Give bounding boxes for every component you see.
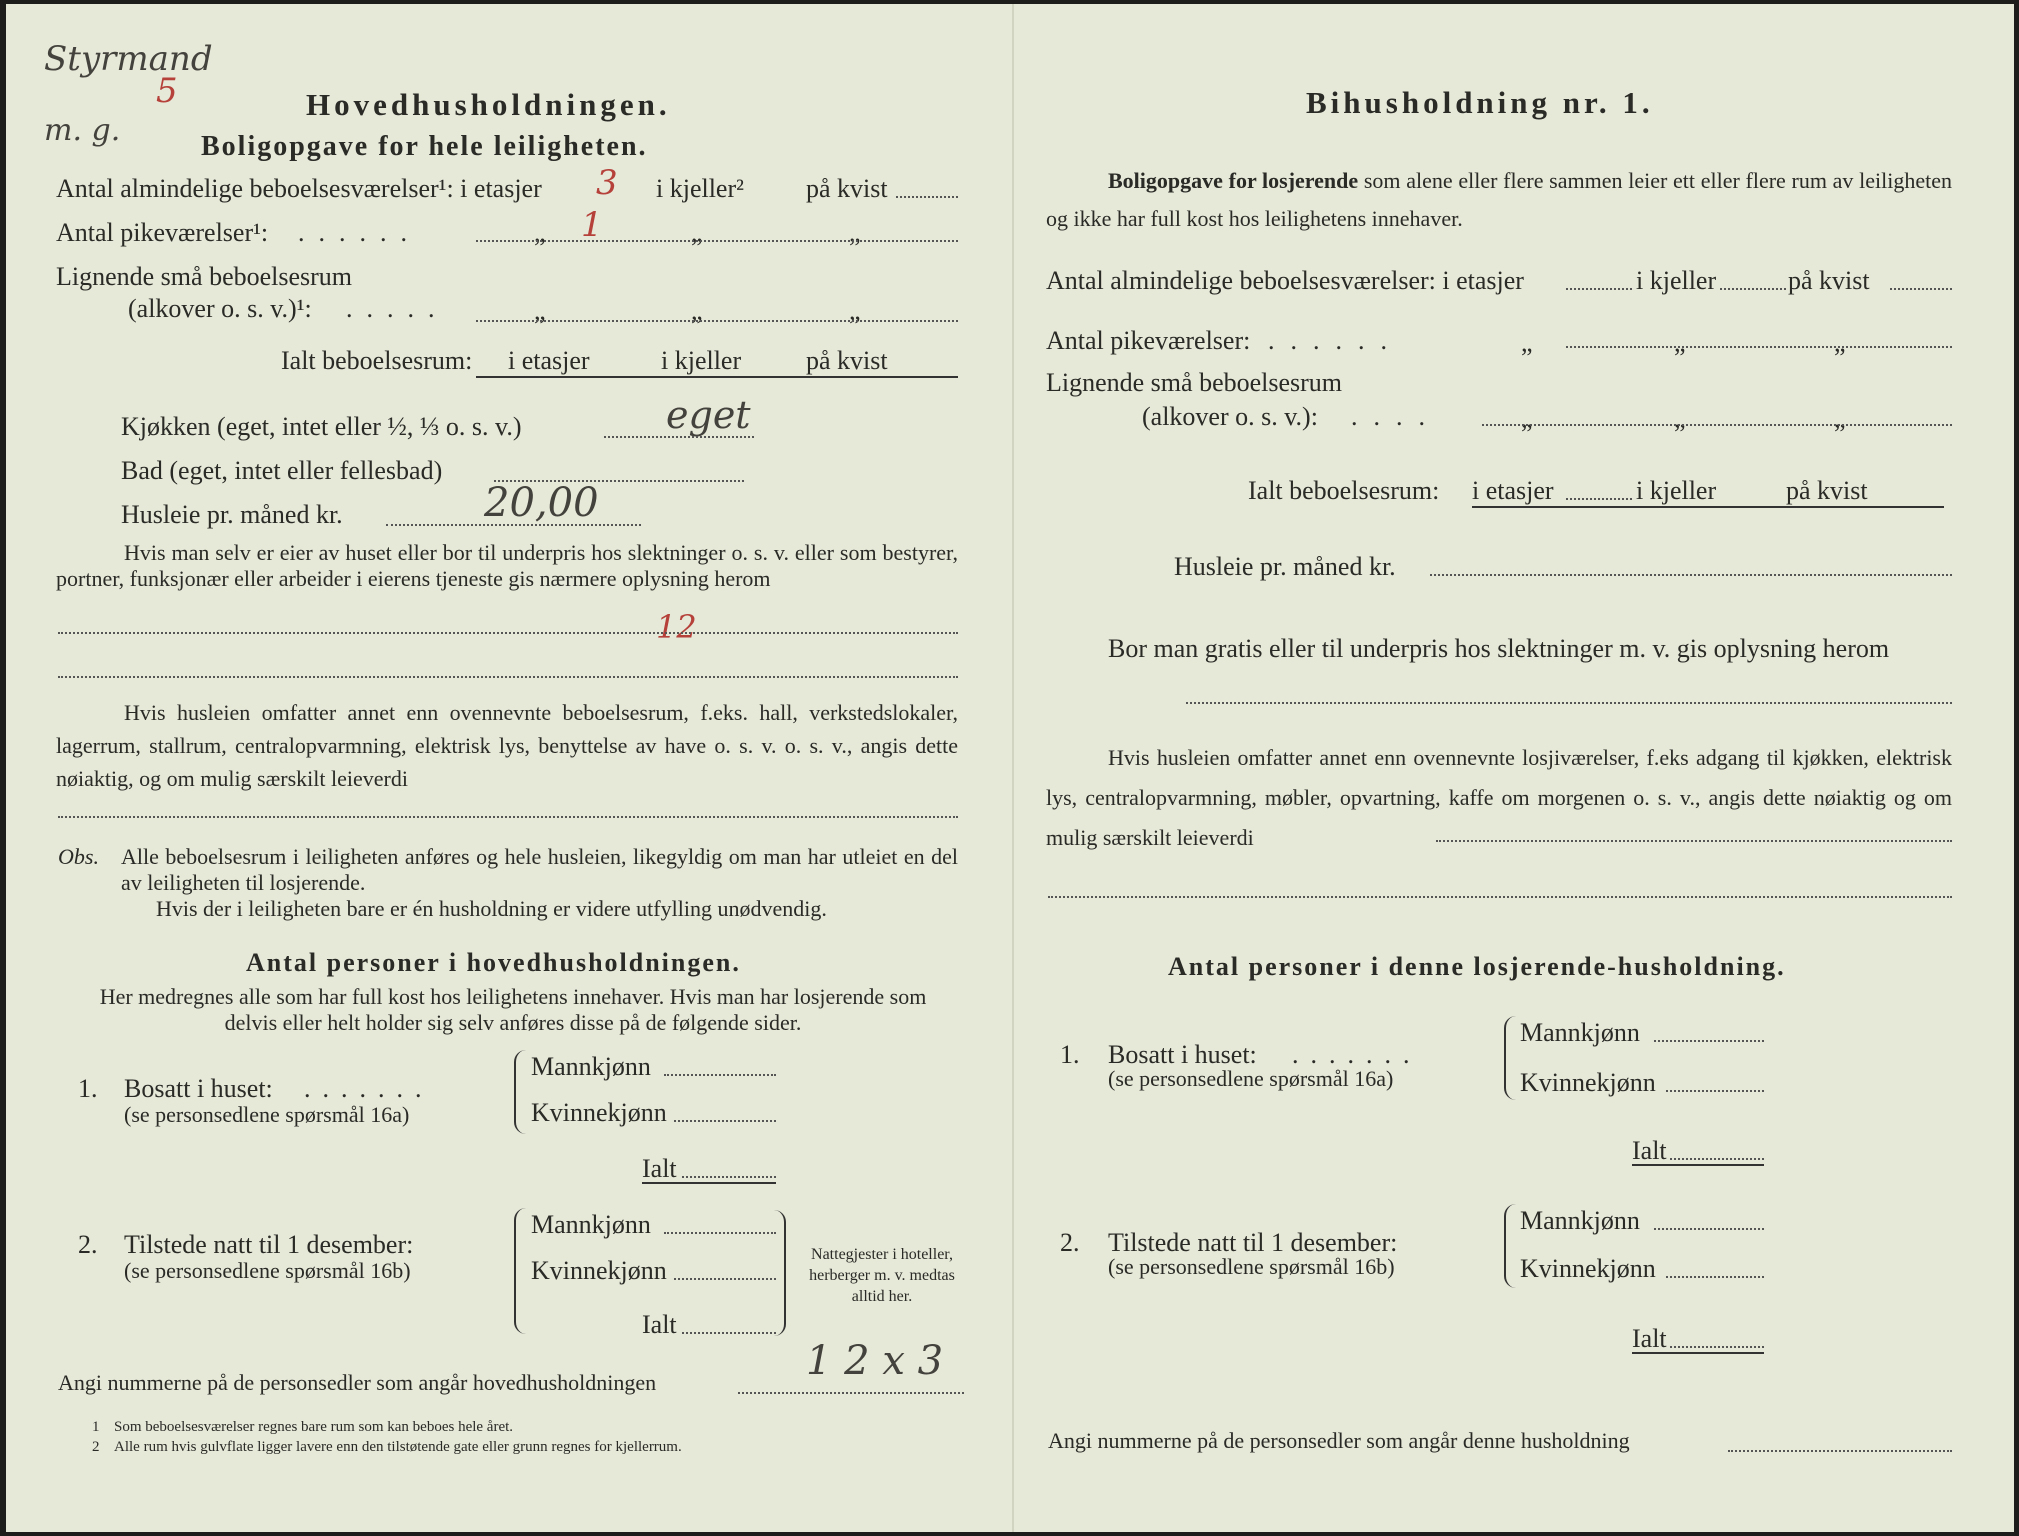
leader-dots: ....... (1292, 1040, 1422, 1069)
q2-mann-label: Mannkjønn (531, 1210, 651, 1239)
q1-label: Bosatt i huset: (124, 1074, 273, 1103)
r-q2-kvinne-label: Kvinnekjønn (1520, 1254, 1656, 1283)
q2-kvinne-field[interactable] (674, 1278, 776, 1280)
r-q2-label: Tilstede natt til 1 desember: (1108, 1228, 1398, 1257)
r-husleie-field[interactable] (1430, 574, 1952, 576)
r-q2-number: 2. (1060, 1228, 1080, 1257)
r-angi-label: Angi nummerne på de personsedler som angår denne husholdning (1048, 1428, 1630, 1453)
q2-brace (514, 1208, 526, 1334)
q1-ialt-field[interactable] (682, 1176, 776, 1178)
q2-number: 2. (78, 1230, 98, 1259)
ditto-mark: „ (1674, 328, 1686, 357)
ditto-mark: „ (1521, 328, 1533, 357)
left-title: Hovedhusholdningen. (306, 87, 671, 122)
intro-text: som alene eller flere sammen leier ett eller flere rum av leiligheten og ikke har full kost hos leilighetens innehaver. (1046, 168, 1952, 231)
ditto-mark: „ (1674, 404, 1686, 433)
r-husleie-label: Husleie pr. måned kr. (1174, 552, 1396, 581)
r-include-field-2[interactable] (1048, 896, 1952, 898)
lign-label-2: (alkover o. s. v.)¹: (128, 294, 312, 323)
angi-field[interactable] (738, 1392, 964, 1394)
r-q1-kvinne-label: Kvinnekjønn (1520, 1068, 1656, 1097)
r-persons-title: Antal personer i denne losjerende-husholdning. (1168, 952, 1786, 981)
r-q1-kvinne-field[interactable] (1666, 1090, 1764, 1092)
self-field-1[interactable] (58, 632, 958, 634)
intro-bold: Boligopgave for losjerende (1108, 168, 1359, 193)
r-include-text: Hvis husleien omfatter annet enn ovennevnte losjiværelser, f.eks adgang til kjøkken, elektrisk lys, centralopvarmning, møbler, opvartning, kaffe om morgenen o. s. v., angis dette nøiaktig og om mulig særskilt leieverdi (1046, 745, 1952, 850)
footnote-1-num: 1 (92, 1419, 100, 1435)
r-q1-number: 1. (1060, 1040, 1080, 1069)
r-kjeller-field[interactable] (1720, 288, 1786, 290)
r-q1-sub: (se personsedlene spørsmål 16a) (1108, 1066, 1394, 1091)
footnote-2: Alle rum hvis gulvflate ligger lavere enn den tilstøtende gate eller grunn regnes for kjellerrum. (114, 1439, 682, 1455)
ditto-mark: „ (691, 296, 703, 325)
persons-title: Antal personer i hovedhusholdningen. (246, 948, 741, 977)
page-fold (1012, 4, 1014, 1532)
handwritten-rooms: 3 (596, 163, 618, 203)
ialt-etasjer: i etasjer (508, 346, 590, 375)
q1-ialt-label: Ialt (642, 1154, 677, 1183)
r-q1-ialt-field[interactable] (1670, 1158, 1764, 1160)
r-ialt-kvist: på kvist (1786, 476, 1868, 505)
left-subtitle: Boligopgave for hele leiligheten. (201, 131, 648, 162)
r-kvist-label: på kvist (1788, 266, 1870, 295)
self-field-2[interactable] (58, 676, 958, 678)
r-pike-label: Antal pikeværelser: (1046, 326, 1251, 355)
ditto-mark: „ (1521, 404, 1533, 433)
q2-mann-field[interactable] (664, 1232, 776, 1234)
q2-sub: (se personsedlene spørsmål 16b) (124, 1258, 411, 1283)
r-q2-mann-label: Mannkjønn (1520, 1206, 1640, 1235)
r-ialt-etasjer-field[interactable] (1566, 498, 1632, 500)
pike-field[interactable] (476, 240, 958, 242)
ditto-mark: „ (849, 296, 861, 325)
handwritten-number: 5 (156, 71, 178, 111)
ditto-mark: „ (534, 218, 546, 247)
ditto-mark: „ (534, 296, 546, 325)
census-form-sheet (6, 4, 2014, 1532)
q2-right-brace (772, 1210, 786, 1336)
leader-dots: .... (1351, 402, 1441, 431)
r-q2-ialt-underline (1632, 1352, 1764, 1354)
leader-dots: ...... (298, 218, 421, 247)
bad-label: Bad (eget, intet eller fellesbad) (121, 456, 443, 485)
r-ialt-label: Ialt beboelsesrum: (1248, 476, 1440, 505)
ialt-label: Ialt beboelsesrum: (281, 346, 473, 375)
r-lign-field[interactable] (1482, 424, 1952, 426)
kjokken-label: Kjøkken (eget, intet eller ½, ⅓ o. s. v.) (121, 412, 522, 441)
husleie-field[interactable] (386, 524, 641, 526)
r-lign-label-2: (alkover o. s. v.): (1142, 402, 1318, 431)
r-q2-ialt-label: Ialt (1632, 1324, 1667, 1353)
pike-label: Antal pikeværelser¹: (56, 218, 269, 247)
handwritten-angi: 1 2 x 3 (806, 1338, 944, 1384)
q1-sub: (se personsedlene spørsmål 16a) (124, 1102, 410, 1127)
ialt-kvist: på kvist (806, 346, 888, 375)
r-q1-ialt-underline (1632, 1164, 1764, 1166)
r-q2-kvinne-field[interactable] (1666, 1276, 1764, 1278)
ialt-underline (476, 376, 958, 378)
right-title: Bihusholdning nr. 1. (1306, 85, 1654, 120)
footnote-2-num: 2 (92, 1439, 100, 1455)
kvist-field[interactable] (896, 196, 958, 198)
ialt-kjeller: i kjeller (661, 346, 742, 375)
q1-mann-field[interactable] (664, 1074, 776, 1076)
ditto-mark: „ (849, 218, 861, 247)
handwritten-annotation-mg: m. g. (44, 113, 121, 148)
r-q1-label: Bosatt i huset: (1108, 1040, 1257, 1069)
angi-label: Angi nummerne på de personsedler som angår hovedhusholdningen (58, 1370, 657, 1395)
r-q2-mann-field[interactable] (1654, 1228, 1764, 1230)
intro-paragraph (1046, 162, 1952, 238)
r-q2-ialt-field[interactable] (1670, 1346, 1764, 1348)
kvist-label: på kvist (806, 174, 888, 203)
r-q2-brace (1504, 1204, 1516, 1288)
r-kvist-field[interactable] (1890, 288, 1952, 290)
r-kjeller-label: i kjeller (1636, 266, 1717, 295)
q1-kvinne-label: Kvinnekjønn (531, 1098, 667, 1127)
q2-label: Tilstede natt til 1 desember: (124, 1230, 414, 1259)
handwritten-pike: 1 (581, 205, 603, 245)
q2-ialt-field[interactable] (682, 1332, 776, 1334)
r-q1-brace (1504, 1016, 1516, 1100)
include-text: Hvis husleien omfatter annet enn ovennevnte beboelsesrum, f.eks. hall, verkstedslokaler, lagerrum, stallrum, centralopvarmning, elektrisk lys, benyttelse av have o. s. v. o. s. v., angis dette nøiaktig, og om mulig særskilt leieverdi (56, 700, 958, 791)
obs-label: Obs. (58, 844, 99, 869)
r-pike-field[interactable] (1566, 346, 1952, 348)
lign-field[interactable] (476, 320, 958, 322)
r-q1-ialt-label: Ialt (1632, 1136, 1667, 1165)
q2-kvinne-label: Kvinnekjønn (531, 1256, 667, 1285)
footnote-1: Som beboelsesværelser regnes bare rum som kan beboes hele året. (114, 1419, 514, 1435)
handwritten-kjokken: eget (666, 393, 751, 437)
handwritten-12: 12 (656, 608, 697, 646)
leader-dots: ....... (304, 1074, 434, 1103)
r-gratis-field[interactable] (1186, 702, 1952, 704)
r-include-field-1[interactable] (1436, 840, 1952, 842)
lign-label: Lignende små beboelsesrum (56, 262, 353, 291)
ditto-mark: „ (1834, 328, 1846, 357)
r-lign-label: Lignende små beboelsesrum (1046, 368, 1343, 397)
r-etasjer-field[interactable] (1566, 288, 1632, 290)
r-gratis-text: Bor man gratis eller til underpris hos slektninger m. v. gis oplysning herom (1108, 634, 1890, 663)
q2-ialt-label: Ialt (642, 1310, 677, 1339)
obs-text-2: Hvis der i leiligheten bare er én husholdning er videre utfylling unødvendig. (156, 896, 827, 921)
leader-dots: ...... (1268, 326, 1403, 355)
handwritten-husleie: 20,00 (484, 480, 599, 526)
natt-note: Nattegjester i hoteller, herberger m. v. medtas alltid her. (809, 1246, 955, 1305)
q1-number: 1. (78, 1074, 98, 1103)
handwritten-annotation: Styrmand (44, 39, 213, 79)
r-q1-mann-field[interactable] (1654, 1040, 1764, 1042)
q1-brace (514, 1050, 526, 1134)
q1-ialt-underline (642, 1182, 776, 1184)
r-q2-sub: (se personsedlene spørsmål 16b) (1108, 1254, 1395, 1279)
leader-dots: ..... (346, 294, 449, 323)
include-field[interactable] (58, 816, 958, 818)
ditto-mark: „ (1834, 404, 1846, 433)
r-angi-field[interactable] (1728, 1450, 1952, 1452)
kjeller-label: i kjeller² (656, 174, 744, 203)
r-ialt-etasjer: i etasjer (1472, 476, 1554, 505)
q1-mann-label: Mannkjønn (531, 1052, 651, 1081)
r-ialt-underline (1472, 506, 1944, 508)
ditto-mark: „ (691, 218, 703, 247)
r-q1-mann-label: Mannkjønn (1520, 1018, 1640, 1047)
obs-text: Alle beboelsesrum i leiligheten anføres og hele husleien, likegyldig om man har utleiet en del av leiligheten til losjerende. (121, 844, 958, 895)
r-ialt-kjeller: i kjeller (1636, 476, 1717, 505)
husleie-label: Husleie pr. måned kr. (121, 500, 343, 529)
persons-text: Her medregnes alle som har full kost hos leilighetens innehaver. Hvis man har losjerende som delvis eller helt holder sig selv anføres disse på de følgende sider. (99, 984, 927, 1035)
r-rooms-label: Antal almindelige beboelsesværelser: i etasjer (1046, 266, 1524, 295)
kjokken-field[interactable] (604, 436, 754, 438)
rooms-label: Antal almindelige beboelsesværelser¹: i etasjer (56, 174, 542, 203)
q1-kvinne-field[interactable] (674, 1120, 776, 1122)
self-owner-text: Hvis man selv er eier av huset eller bor til underpris hos slektninger o. s. v. eller som bestyrer, portner, funksjonær eller arbeider i eierens tjeneste gis nærmere oplysning herom (56, 540, 958, 591)
